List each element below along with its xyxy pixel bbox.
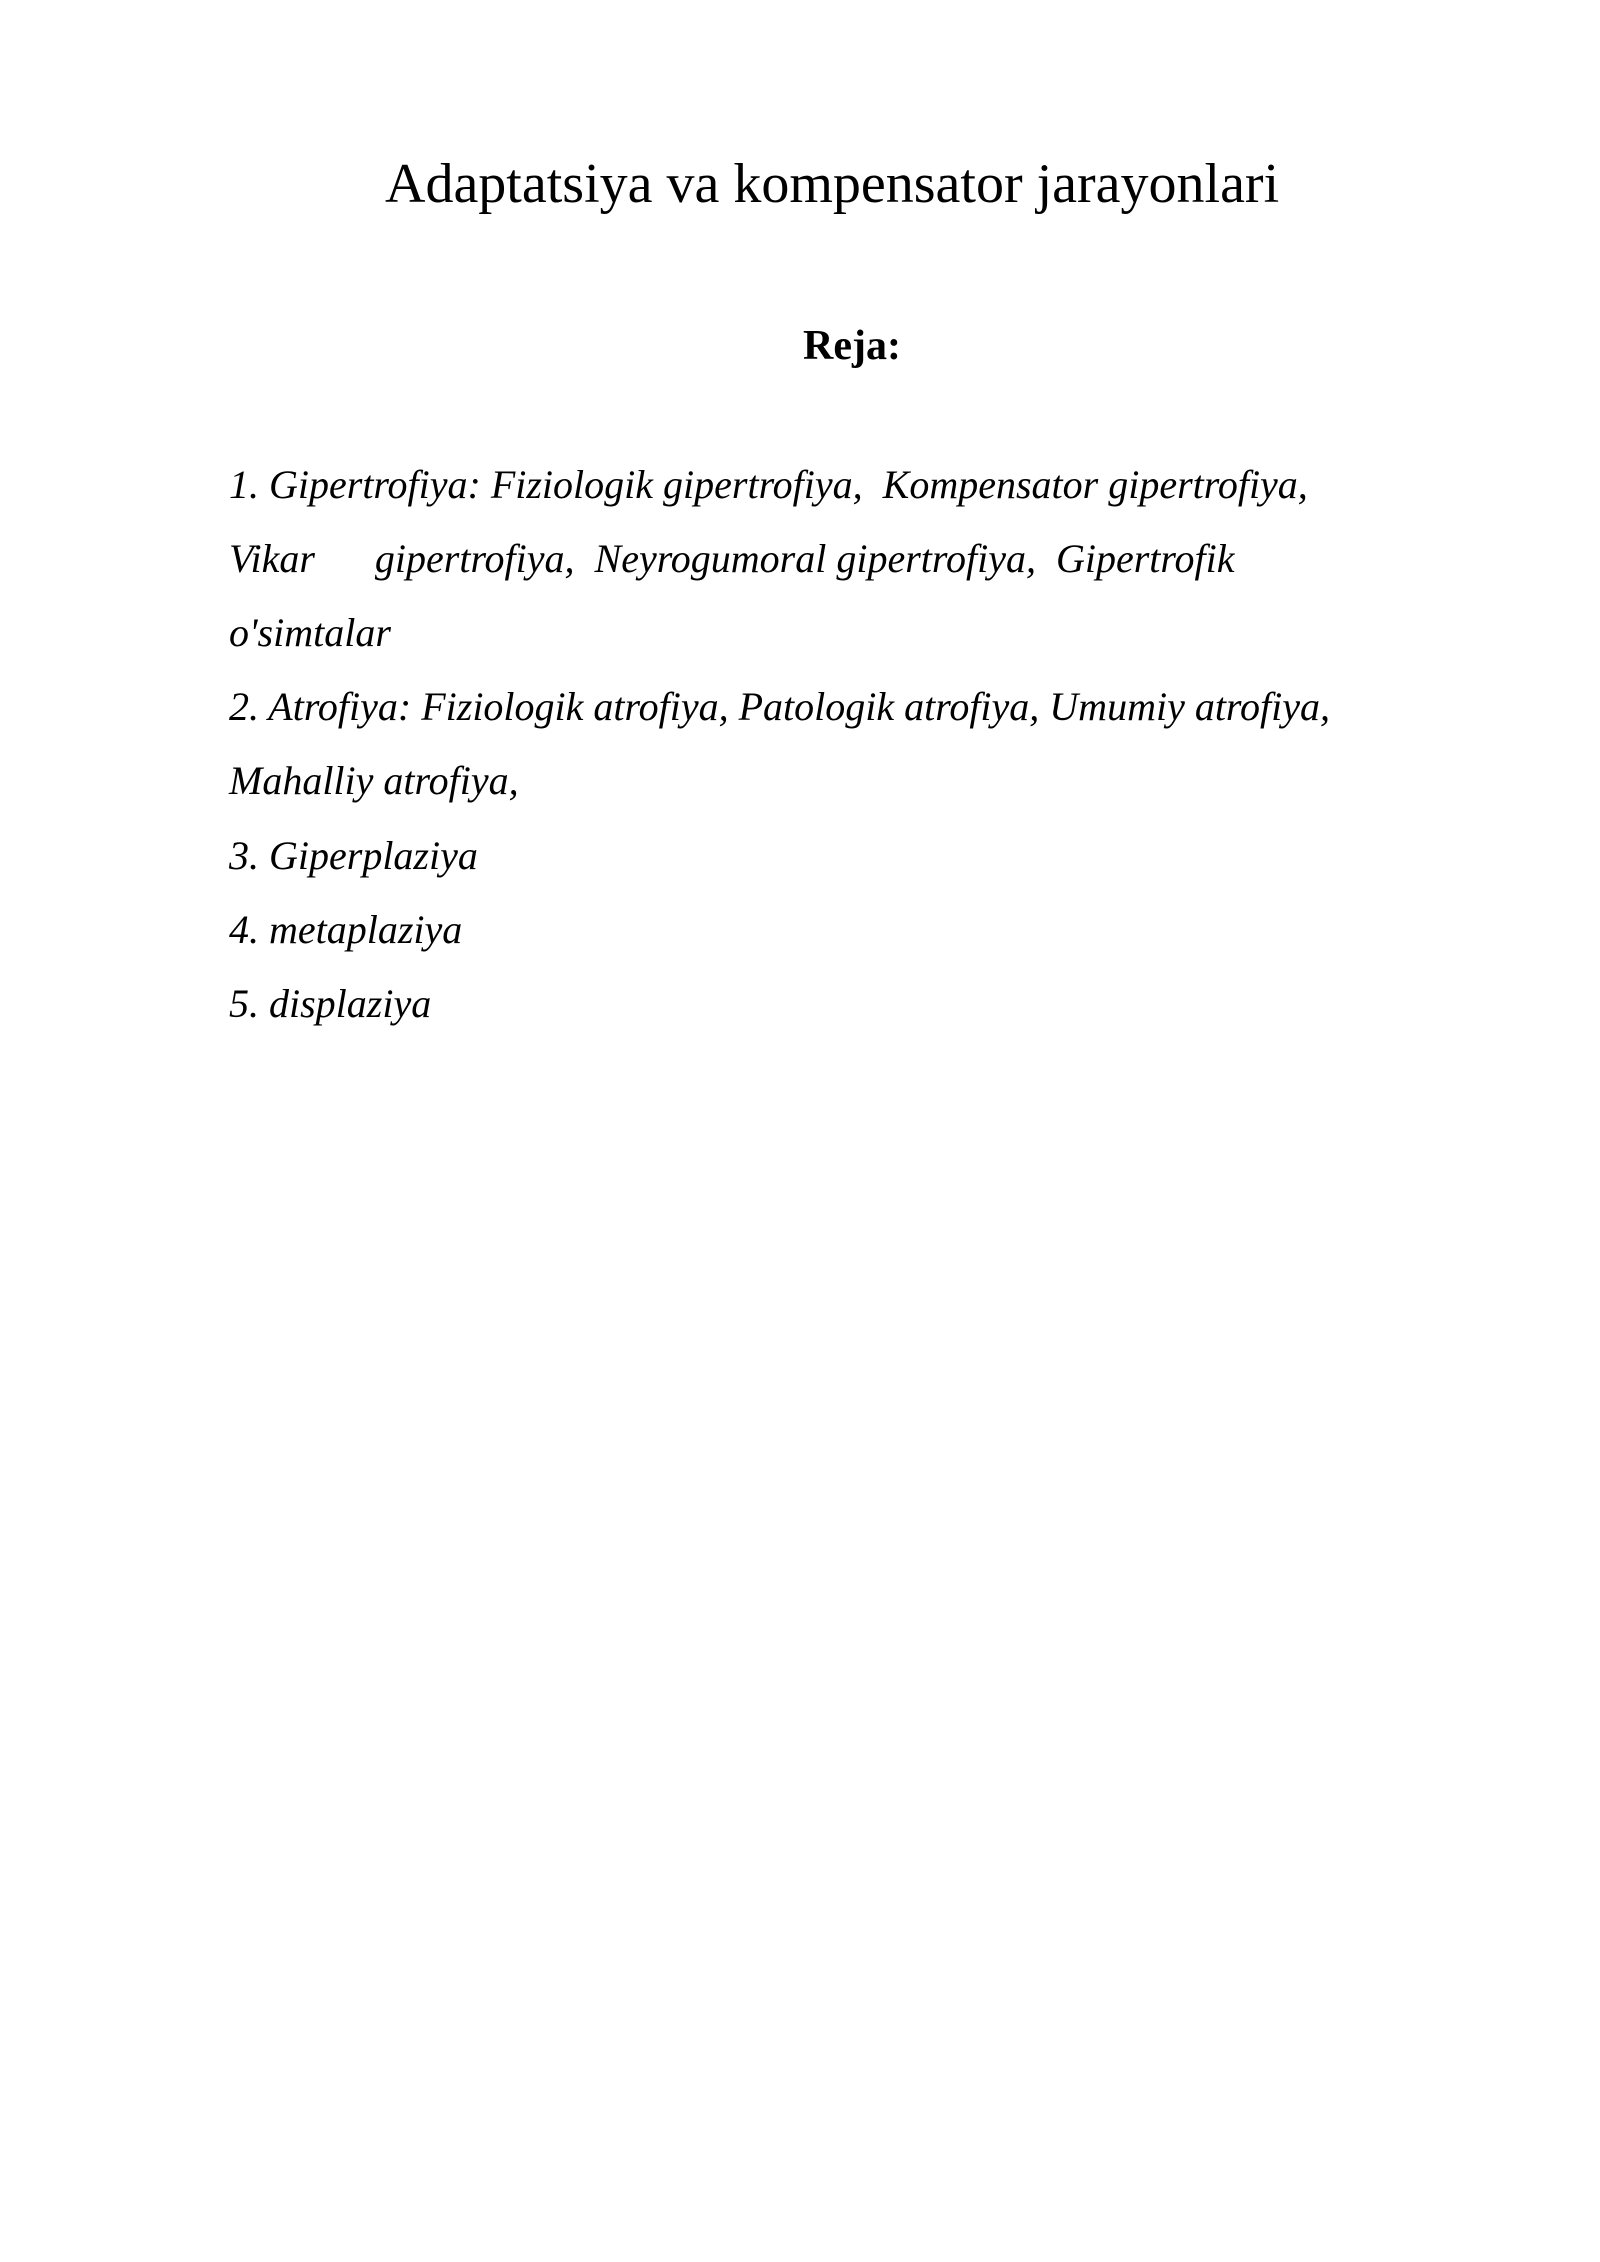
plan-line: Vikar gipertrofiya, Neyrogumoral gipertrofiya, Gipertrofik [229,536,1235,581]
plan-line: 4. metaplaziya [229,907,463,952]
plan-line: 2. Atrofiya: Fiziologik atrofiya, Patologik atrofiya, Umumiy atrofiya, [229,684,1330,729]
document-title: Adaptatsiya va kompensator jarayonlari [385,153,1280,215]
plan-line: Mahalliy atrofiya, [229,758,519,803]
plan-line: o'simtalar [229,610,391,655]
plan-line: 3. Giperplaziya [229,833,478,878]
plan-heading: Reja: [803,323,901,369]
plan-line: 1. Gipertrofiya: Fiziologik gipertrofiya, Kompensator gipertrofiya, [229,462,1308,507]
plan-line: 5. displaziya [229,981,432,1026]
